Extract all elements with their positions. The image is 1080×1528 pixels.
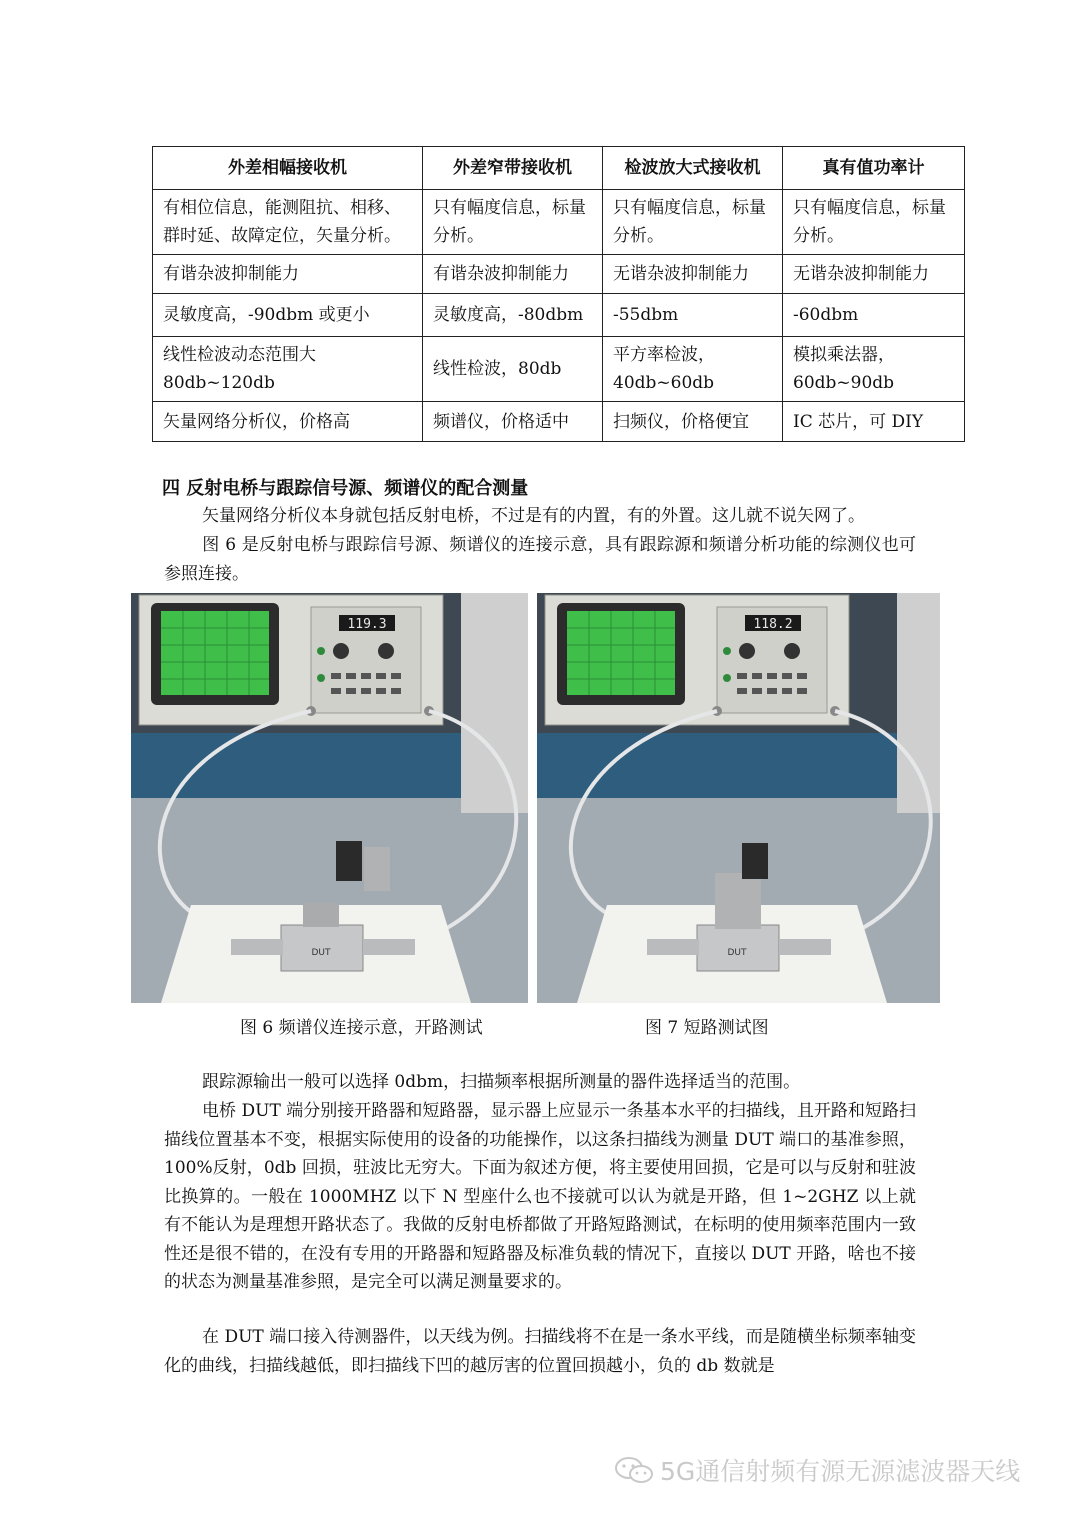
table-cell: 有谐杂波抑制能力: [423, 255, 603, 294]
section-heading: 四 反射电桥与跟踪信号源、频谱仪的配合测量: [162, 478, 529, 499]
table-cell: 模拟乘法器，60db~90db: [783, 337, 965, 402]
paragraph-text: 矢量网络分析仪本身就包括反射电桥，不过是有的内置，有的外置。这儿就不说矢网了。: [202, 506, 865, 526]
paragraph: [164, 1097, 916, 1297]
watermark: [614, 1452, 1020, 1488]
table-cell: 只有幅度信息，标量分析。: [423, 190, 603, 255]
table-header-cell: 检波放大式接收机: [603, 147, 783, 190]
table-cell: 只有幅度信息，标量分析。: [603, 190, 783, 255]
table-cell: 频谱仪，价格适中: [423, 402, 603, 442]
table-cell: 只有幅度信息，标量分析。: [783, 190, 965, 255]
paragraph-text: 跟踪源输出一般可以选择 0dbm，扫描频率根据所测量的器件选择适当的范围。: [202, 1072, 801, 1092]
paragraph: [164, 531, 916, 588]
table-cell: 扫频仪，价格便宜: [603, 402, 783, 442]
paragraph: [164, 1323, 916, 1380]
figure-7-photo: [537, 593, 940, 1003]
figure-6-caption: 图 6 频谱仪连接示意，开路测试: [240, 1018, 483, 1038]
table-cell: IC 芯片，可 DIY: [783, 402, 965, 442]
table-cell: -60dbm: [783, 294, 965, 337]
table-cell: 线性检波动态范围大 80db~120db: [153, 337, 423, 402]
dut-label: DUT: [311, 948, 331, 958]
table-cell: 有谐杂波抑制能力: [153, 255, 423, 294]
table-row: [153, 337, 965, 402]
table-cell: 灵敏度高，-80dbm: [423, 294, 603, 337]
paragraph-text: 在 DUT 端口接入待测器件，以天线为例。扫描线将不在是一条水平线，而是随横坐标频率轴变化的曲线，扫描线越低，即扫描线下凹的越厉害的位置回损越小，负的 db 数就是: [164, 1327, 916, 1376]
figure-7-caption: 图 7 短路测试图: [645, 1018, 769, 1038]
table-row: [153, 402, 965, 442]
table-cell: -55dbm: [603, 294, 783, 337]
table-header-cell: 外差相幅接收机: [153, 147, 423, 190]
table-header-cell: 外差窄带接收机: [423, 147, 603, 190]
figure-6-photo: [131, 593, 528, 1003]
paragraph: [164, 1068, 916, 1097]
table-cell: 无谐杂波抑制能力: [603, 255, 783, 294]
table-header-row: [153, 147, 965, 190]
table-cell: 无谐杂波抑制能力: [783, 255, 965, 294]
table-row: [153, 255, 965, 294]
table-cell: 线性检波，80db: [423, 337, 603, 402]
wechat-icon: [614, 1455, 654, 1485]
fig7-display-readout: 118.2: [753, 617, 793, 632]
table-row: [153, 190, 965, 255]
table-cell: 平方率检波，40db~60db: [603, 337, 783, 402]
paragraph-text: 电桥 DUT 端分别接开路器和短路器，显示器上应显示一条基本水平的扫描线，且开路和短路扫描线位置基本不变，根据实际使用的设备的功能操作，以这条扫描线为测量 DUT 端口的基准参照，100%反射，0db 回损，驻波比无穷大。下面为叙述方便，将主要使用回损，它是可以与反射和驻波比换算的。一般在 1000MHZ 以下 N 型座什么也不接就可以认为就是开路，但 1~2GHZ 以上就有不能认为是理想开路状态了。我做的反射电桥都做了开路短路测试，在标明的使用频率范围内一致性还是很不错的，在没有专用的开路器和短路器及标准负载的情况下，直接以 DUT 开路，啥也不接的状态为测量基准参照，是完全可以满足测量要求的。: [164, 1101, 916, 1292]
paragraph: [164, 502, 916, 531]
paragraph-text: 图 6 是反射电桥与跟踪信号源、频谱仪的连接示意，具有跟踪源和频谱分析功能的综测仪也可参照连接。: [164, 535, 916, 584]
watermark-text: 5G通信射频有源无源滤波器天线: [660, 1457, 1021, 1486]
table-row: [153, 294, 965, 337]
table-cell: 有相位信息，能测阻抗、相移、群时延、故障定位，矢量分析。: [153, 190, 423, 255]
comparison-table: [152, 146, 965, 442]
table-cell: 矢量网络分析仪，价格高: [153, 402, 423, 442]
dut-label: DUT: [727, 948, 747, 958]
table-header-cell: 真有值功率计: [783, 147, 965, 190]
table-cell: 灵敏度高，-90dbm 或更小: [153, 294, 423, 337]
fig6-display-readout: 119.3: [347, 617, 387, 632]
